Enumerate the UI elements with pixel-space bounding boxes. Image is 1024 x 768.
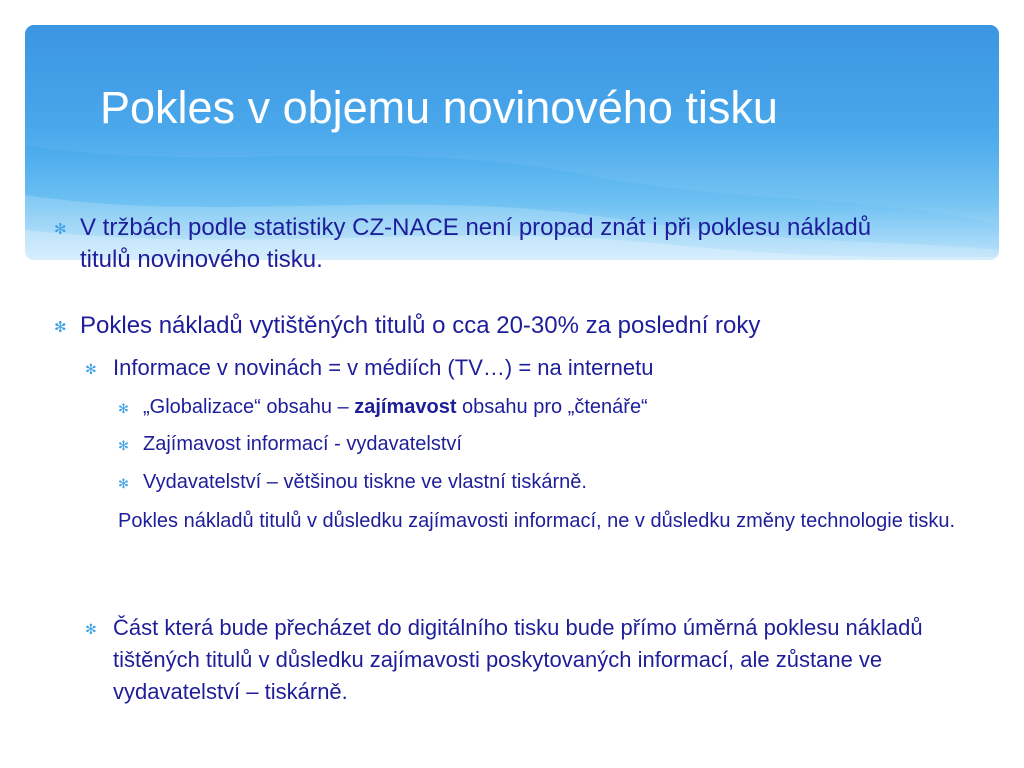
note-paragraph: Pokles nákladů titulů v důsledku zajímavosti informací, ne v důsledku změny technologie tisku. (118, 510, 956, 532)
bullet-item: Pokles nákladů vytištěných titulů o cca 20-30% za poslední roky (80, 312, 761, 339)
bullet-icon: ✻ (118, 476, 129, 491)
bullet-icon: ✻ (54, 221, 67, 238)
bullet-icon: ✻ (118, 401, 129, 416)
bullet-icon: ✻ (54, 319, 67, 336)
bullet-text-part: „Globalizace“ obsahu – (143, 396, 355, 418)
bullet-item: Část která bude přecházet do digitálního tisku bude přímo úměrná poklesu nákladů tištěných titulů v důsledku zajímavosti poskytovaných informací, ale zůstane ve vydavatelství – tiskárně. (113, 615, 923, 704)
bullet-icon: ✻ (85, 621, 97, 637)
bullet-icon: ✻ (85, 361, 97, 377)
bullet-item: V tržbách podle statistiky CZ-NACE není propad znát i při poklesu nákladů titulů novinového tisku. (80, 214, 872, 273)
bullet-text-part: obsahu pro „čtenáře“ (456, 396, 648, 418)
bullet-icon: ✻ (118, 438, 129, 453)
slide-title: Pokles v objemu novinového tisku (100, 82, 778, 133)
bullet-item (143, 393, 648, 421)
bullet-text-emphasis: zajímavost (354, 396, 457, 418)
bullet-item: Vydavatelství – většinou tiskne ve vlastní tiskárně. (143, 471, 587, 493)
bullet-item: Informace v novinách = v médiích (TV…) = na internetu (113, 355, 654, 380)
bullet-item: Zajímavost informací - vydavatelství (143, 433, 462, 455)
